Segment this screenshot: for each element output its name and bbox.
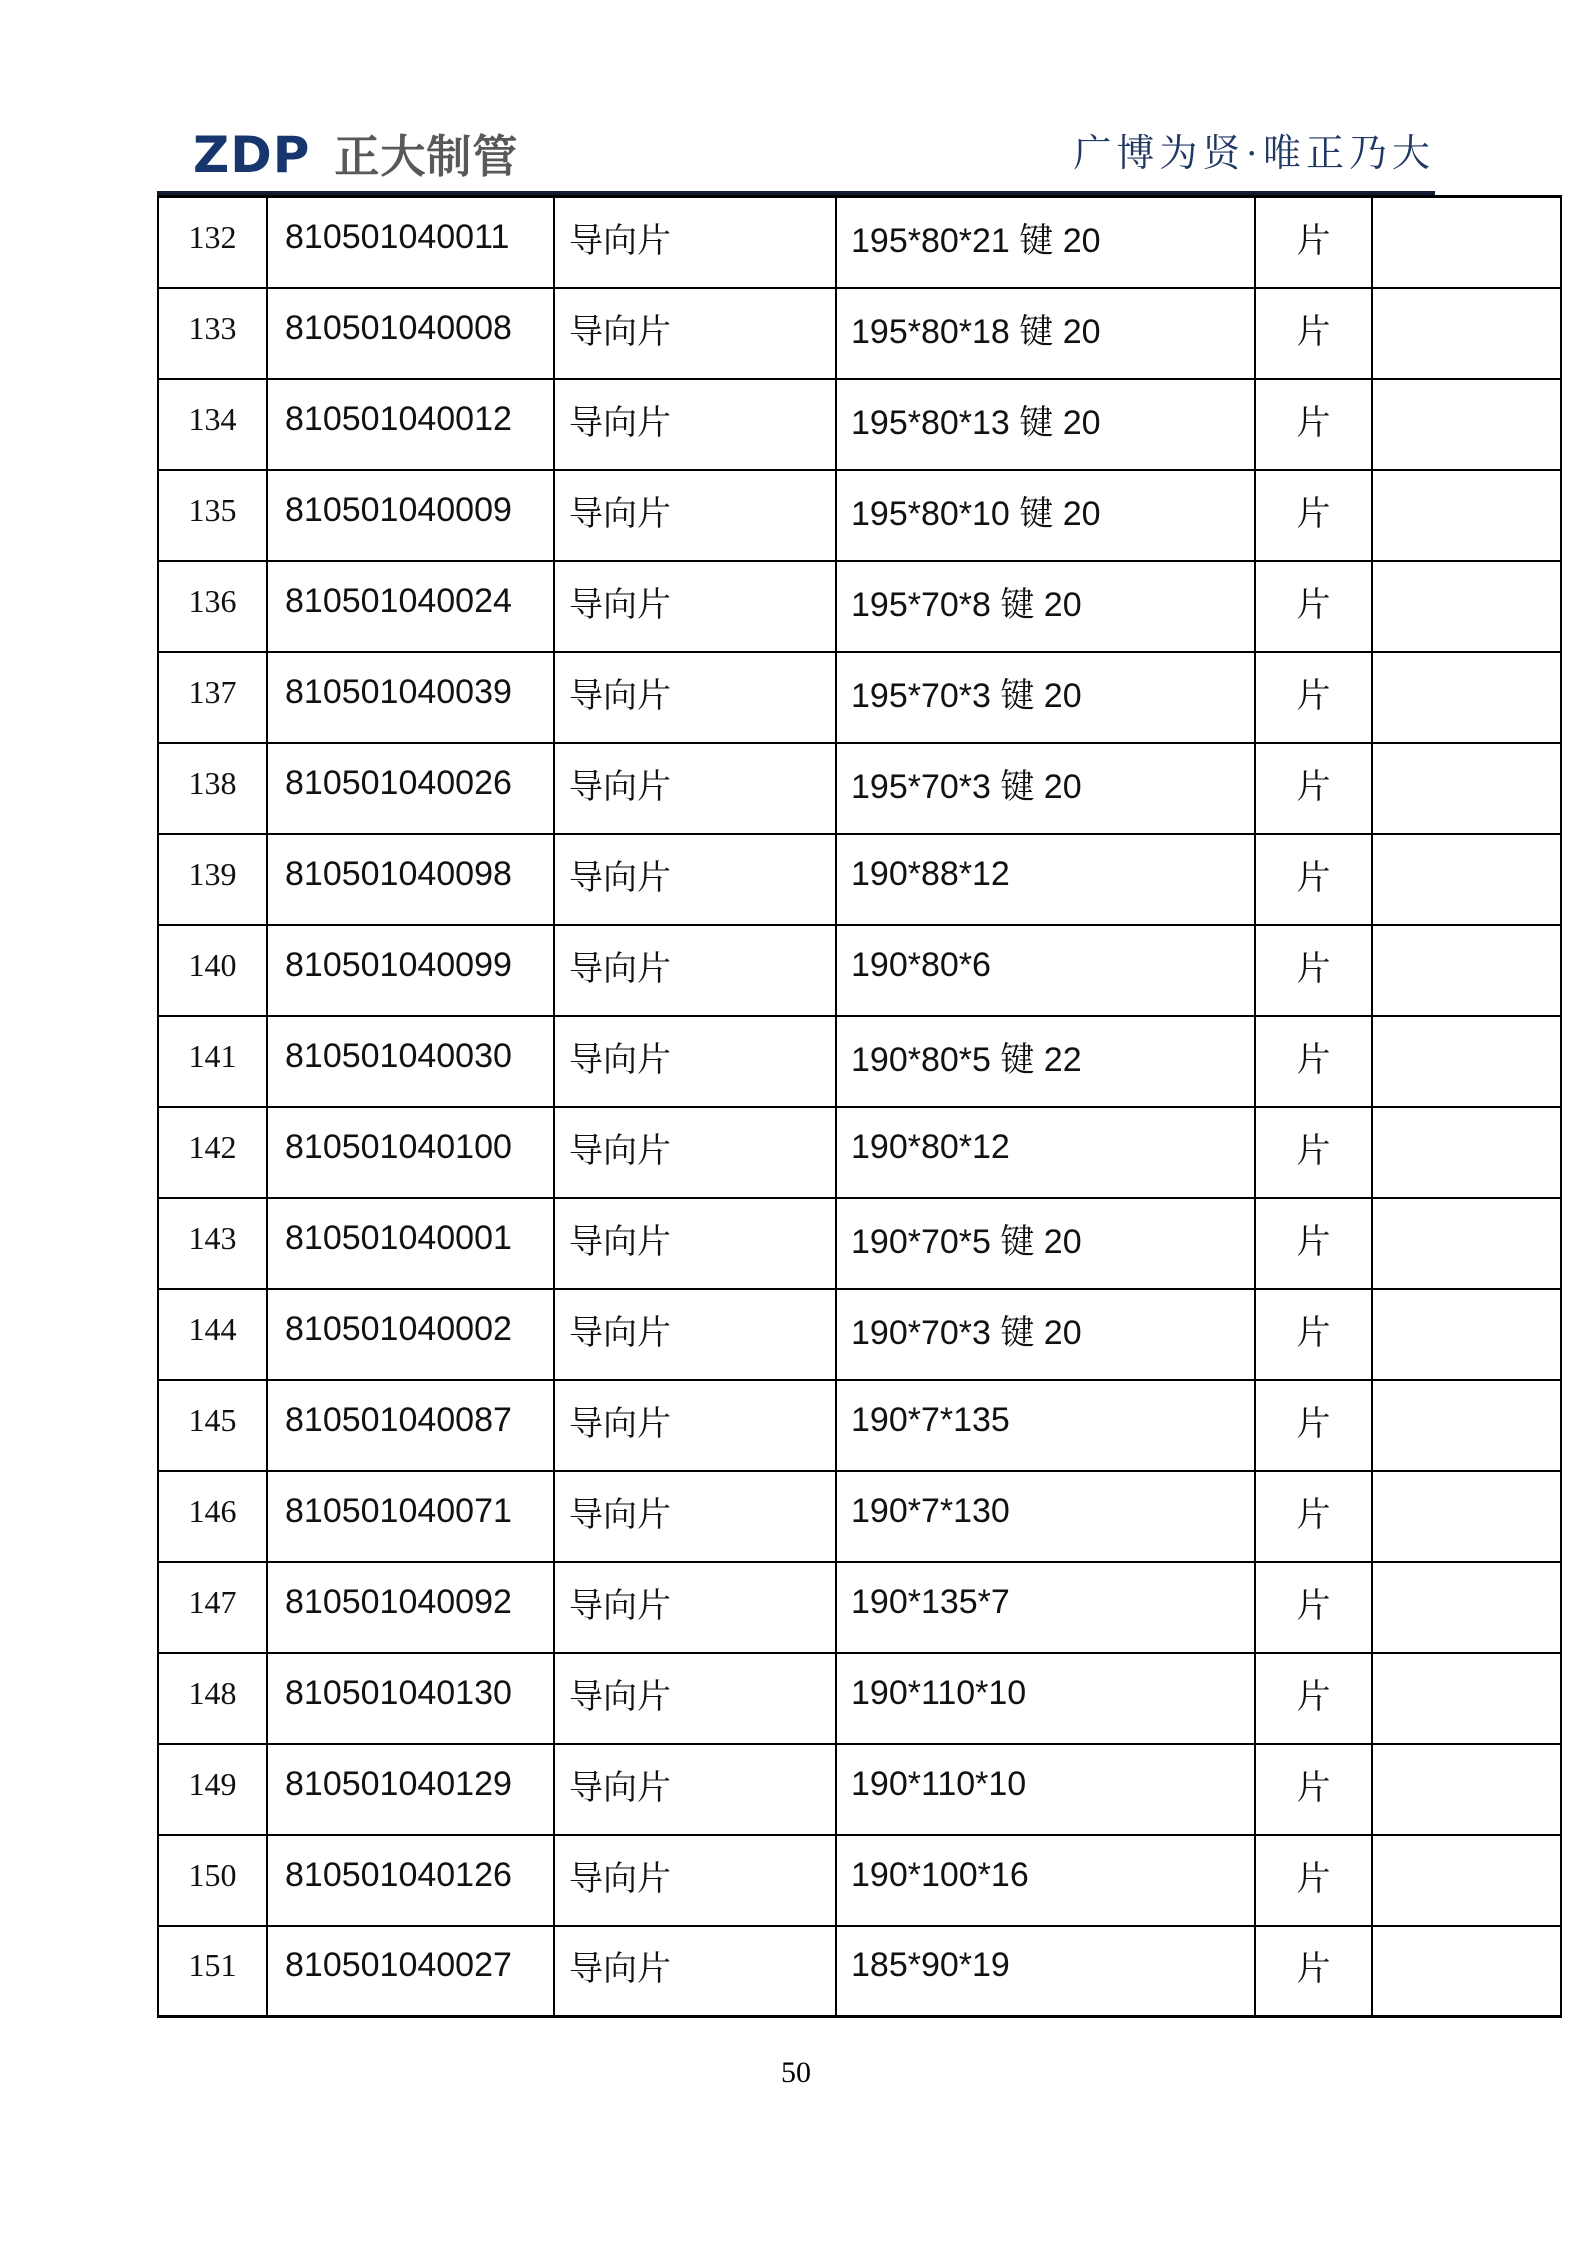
row-number-cell: 135 xyxy=(158,470,267,561)
row-number-cell: 149 xyxy=(158,1744,267,1835)
company-logo xyxy=(193,126,519,184)
table-row xyxy=(158,834,1561,925)
unit-cell: 片 xyxy=(1255,743,1372,834)
product-name-cell: 导向片 xyxy=(554,834,836,925)
product-name-cell: 导向片 xyxy=(554,1562,836,1653)
unit-cell: 片 xyxy=(1255,1107,1372,1198)
table-row xyxy=(158,1198,1561,1289)
product-name-cell: 导向片 xyxy=(554,1471,836,1562)
product-name-cell: 导向片 xyxy=(554,1653,836,1744)
row-number-cell: 150 xyxy=(158,1835,267,1926)
row-number-cell: 143 xyxy=(158,1198,267,1289)
note-cell xyxy=(1372,1380,1561,1471)
product-code-cell: 810501040126 xyxy=(267,1835,554,1926)
table-row xyxy=(158,1380,1561,1471)
product-code-cell: 810501040099 xyxy=(267,925,554,1016)
row-number-cell: 146 xyxy=(158,1471,267,1562)
product-code-cell: 810501040092 xyxy=(267,1562,554,1653)
product-code-cell: 810501040027 xyxy=(267,1926,554,2017)
table-row xyxy=(158,379,1561,470)
spec-cell: 190*70*3 键 20 xyxy=(836,1289,1255,1380)
table-row xyxy=(158,1471,1561,1562)
spec-cell: 195*70*8 键 20 xyxy=(836,561,1255,652)
row-number-cell: 142 xyxy=(158,1107,267,1198)
header-slogan: 广博为贤·唯正乃大 xyxy=(1073,133,1435,175)
note-cell xyxy=(1372,1289,1561,1380)
note-cell xyxy=(1372,1653,1561,1744)
note-cell xyxy=(1372,1744,1561,1835)
product-code-cell: 810501040008 xyxy=(267,288,554,379)
table-row xyxy=(158,1562,1561,1653)
table-row xyxy=(158,1016,1561,1107)
unit-cell: 片 xyxy=(1255,1471,1372,1562)
row-number-cell: 151 xyxy=(158,1926,267,2017)
table-row xyxy=(158,925,1561,1016)
note-cell xyxy=(1372,652,1561,743)
product-code-cell: 810501040030 xyxy=(267,1016,554,1107)
note-cell xyxy=(1372,470,1561,561)
unit-cell: 片 xyxy=(1255,1289,1372,1380)
table-row xyxy=(158,470,1561,561)
unit-cell: 片 xyxy=(1255,1198,1372,1289)
product-code-cell: 810501040002 xyxy=(267,1289,554,1380)
parts-table xyxy=(157,195,1562,2018)
spec-cell: 190*7*130 xyxy=(836,1471,1255,1562)
row-number-cell: 140 xyxy=(158,925,267,1016)
unit-cell: 片 xyxy=(1255,1835,1372,1926)
product-name-cell: 导向片 xyxy=(554,1380,836,1471)
note-cell xyxy=(1372,1835,1561,1926)
product-code-cell: 810501040130 xyxy=(267,1653,554,1744)
spec-cell: 190*110*10 xyxy=(836,1744,1255,1835)
unit-cell: 片 xyxy=(1255,379,1372,470)
table-row xyxy=(158,1835,1561,1926)
table-row xyxy=(158,197,1561,288)
unit-cell: 片 xyxy=(1255,834,1372,925)
product-name-cell: 导向片 xyxy=(554,1926,836,2017)
note-cell xyxy=(1372,1016,1561,1107)
product-code-cell: 810501040098 xyxy=(267,834,554,925)
product-name-cell: 导向片 xyxy=(554,1289,836,1380)
product-code-cell: 810501040087 xyxy=(267,1380,554,1471)
spec-cell: 195*80*18 键 20 xyxy=(836,288,1255,379)
product-code-cell: 810501040012 xyxy=(267,379,554,470)
row-number-cell: 141 xyxy=(158,1016,267,1107)
product-name-cell: 导向片 xyxy=(554,561,836,652)
spec-cell: 190*88*12 xyxy=(836,834,1255,925)
spec-cell: 190*80*5 键 22 xyxy=(836,1016,1255,1107)
unit-cell: 片 xyxy=(1255,288,1372,379)
product-name-cell: 导向片 xyxy=(554,288,836,379)
product-code-cell: 810501040039 xyxy=(267,652,554,743)
product-code-cell: 810501040024 xyxy=(267,561,554,652)
spec-cell: 195*70*3 键 20 xyxy=(836,652,1255,743)
company-name-text: 正大制管 xyxy=(334,130,519,183)
spec-cell: 190*7*135 xyxy=(836,1380,1255,1471)
unit-cell: 片 xyxy=(1255,1653,1372,1744)
product-name-cell: 导向片 xyxy=(554,1107,836,1198)
table-row xyxy=(158,1107,1561,1198)
product-name-cell: 导向片 xyxy=(554,470,836,561)
spec-cell: 195*80*13 键 20 xyxy=(836,379,1255,470)
unit-cell: 片 xyxy=(1255,652,1372,743)
unit-cell: 片 xyxy=(1255,1380,1372,1471)
product-name-cell: 导向片 xyxy=(554,1835,836,1926)
zdp-logo-text: ZDP xyxy=(193,126,311,184)
row-number-cell: 134 xyxy=(158,379,267,470)
note-cell xyxy=(1372,1926,1561,2017)
spec-cell: 195*70*3 键 20 xyxy=(836,743,1255,834)
product-name-cell: 导向片 xyxy=(554,197,836,288)
table-row xyxy=(158,1926,1561,2017)
spec-cell: 190*80*12 xyxy=(836,1107,1255,1198)
page-number: 50 xyxy=(781,2056,811,2089)
note-cell xyxy=(1372,1471,1561,1562)
product-code-cell: 810501040071 xyxy=(267,1471,554,1562)
unit-cell: 片 xyxy=(1255,1562,1372,1653)
product-name-cell: 导向片 xyxy=(554,1198,836,1289)
unit-cell: 片 xyxy=(1255,561,1372,652)
product-code-cell: 810501040001 xyxy=(267,1198,554,1289)
row-number-cell: 132 xyxy=(158,197,267,288)
table-row xyxy=(158,561,1561,652)
row-number-cell: 137 xyxy=(158,652,267,743)
unit-cell: 片 xyxy=(1255,197,1372,288)
spec-cell: 195*80*10 键 20 xyxy=(836,470,1255,561)
row-number-cell: 145 xyxy=(158,1380,267,1471)
product-code-cell: 810501040026 xyxy=(267,743,554,834)
product-name-cell: 导向片 xyxy=(554,743,836,834)
note-cell xyxy=(1372,834,1561,925)
note-cell xyxy=(1372,197,1561,288)
row-number-cell: 133 xyxy=(158,288,267,379)
row-number-cell: 136 xyxy=(158,561,267,652)
unit-cell: 片 xyxy=(1255,1926,1372,2017)
product-code-cell: 810501040009 xyxy=(267,470,554,561)
note-cell xyxy=(1372,288,1561,379)
spec-cell: 190*135*7 xyxy=(836,1562,1255,1653)
row-number-cell: 147 xyxy=(158,1562,267,1653)
spec-cell: 190*70*5 键 20 xyxy=(836,1198,1255,1289)
unit-cell: 片 xyxy=(1255,925,1372,1016)
product-code-cell: 810501040011 xyxy=(267,197,554,288)
product-name-cell: 导向片 xyxy=(554,925,836,1016)
note-cell xyxy=(1372,1107,1561,1198)
note-cell xyxy=(1372,743,1561,834)
unit-cell: 片 xyxy=(1255,1744,1372,1835)
row-number-cell: 144 xyxy=(158,1289,267,1380)
note-cell xyxy=(1372,561,1561,652)
table-row xyxy=(158,1653,1561,1744)
note-cell xyxy=(1372,925,1561,1016)
unit-cell: 片 xyxy=(1255,1016,1372,1107)
table-row xyxy=(158,743,1561,834)
row-number-cell: 148 xyxy=(158,1653,267,1744)
table-row xyxy=(158,1289,1561,1380)
row-number-cell: 138 xyxy=(158,743,267,834)
spec-cell: 185*90*19 xyxy=(836,1926,1255,2017)
note-cell xyxy=(1372,1198,1561,1289)
spec-cell: 190*80*6 xyxy=(836,925,1255,1016)
note-cell xyxy=(1372,379,1561,470)
product-name-cell: 导向片 xyxy=(554,1016,836,1107)
table-row xyxy=(158,288,1561,379)
note-cell xyxy=(1372,1562,1561,1653)
row-number-cell: 139 xyxy=(158,834,267,925)
product-code-cell: 810501040129 xyxy=(267,1744,554,1835)
unit-cell: 片 xyxy=(1255,470,1372,561)
spec-cell: 195*80*21 键 20 xyxy=(836,197,1255,288)
product-name-cell: 导向片 xyxy=(554,652,836,743)
table-row xyxy=(158,652,1561,743)
spec-cell: 190*110*10 xyxy=(836,1653,1255,1744)
product-name-cell: 导向片 xyxy=(554,379,836,470)
product-name-cell: 导向片 xyxy=(554,1744,836,1835)
spec-cell: 190*100*16 xyxy=(836,1835,1255,1926)
product-code-cell: 810501040100 xyxy=(267,1107,554,1198)
table-row xyxy=(158,1744,1561,1835)
